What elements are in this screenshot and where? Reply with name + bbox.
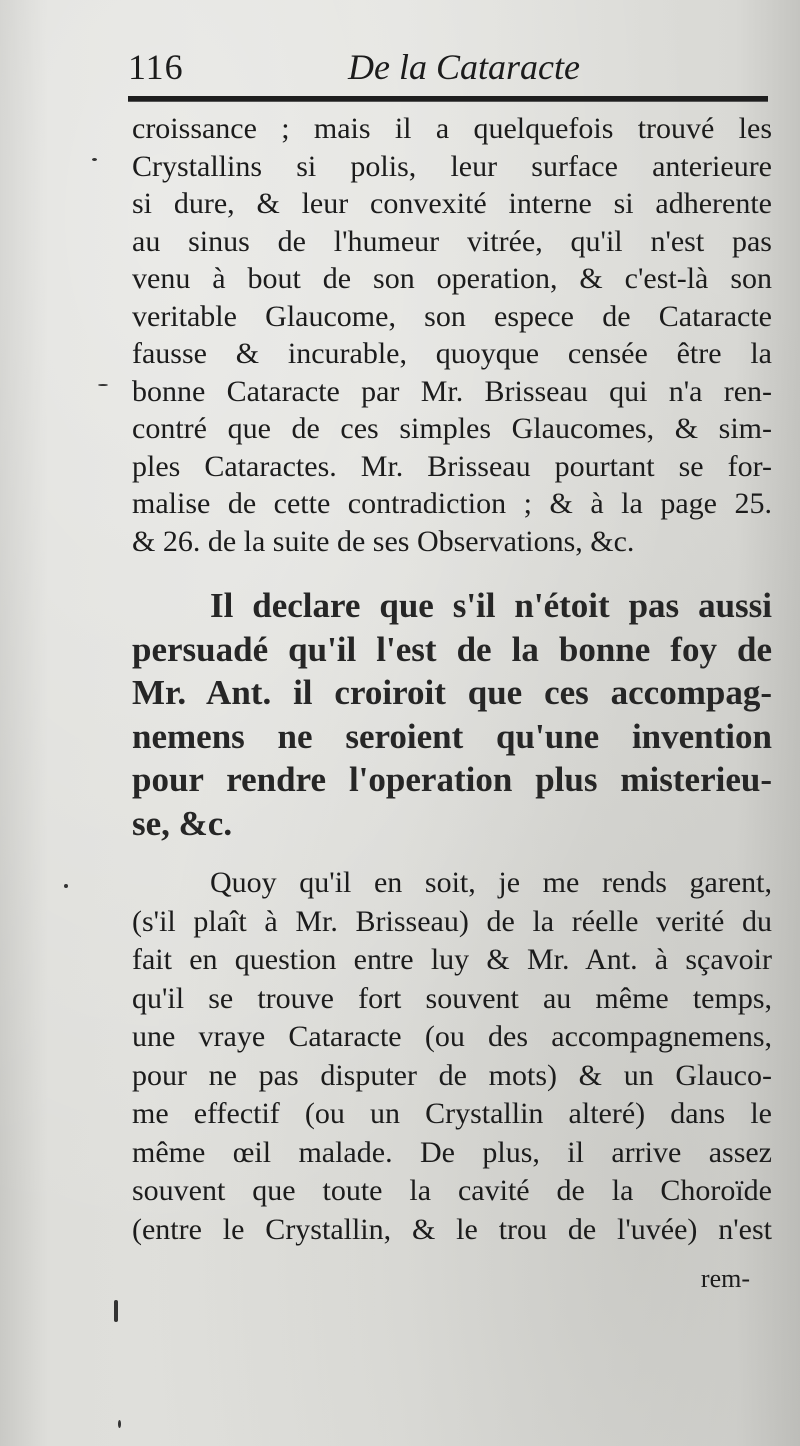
text-line: fausse & incurable, quoyque censée être la <box>132 337 772 370</box>
text-line: ples Cataractes. Mr. Brisseau pourtant se for- <box>132 449 772 483</box>
text-line: pour rendre l'operation plus misterieu- <box>132 760 772 799</box>
text-line: me effectif (ou un Crystallin alteré) dans le <box>132 1097 772 1130</box>
paragraph-2 <box>132 864 772 1249</box>
page-header <box>128 44 768 92</box>
ink-speck <box>98 384 108 386</box>
header-rule <box>128 96 768 102</box>
text-line: bonne Cataracte par Mr. Brisseau qui n'a ren- <box>132 374 772 408</box>
running-head: De la Cataracte <box>348 47 580 87</box>
text-line: Quoy qu'il en soit, je me rends garent, <box>210 866 772 899</box>
text-line: si dure, & leur convexité interne si adherente <box>132 187 772 220</box>
quoted-passage <box>132 584 772 845</box>
ink-speck <box>114 1300 118 1322</box>
paragraph-1 <box>132 110 772 560</box>
text-line: (s'il plaît à Mr. Brisseau) de la réelle verité du <box>132 904 772 938</box>
text-line: fait en question entre luy & Mr. Ant. à sçavoir <box>132 943 772 976</box>
text-line: malise de cette contradiction ; & à la page 25. <box>132 487 772 520</box>
text-line: veritable Glaucome, son espece de Cataracte <box>132 299 772 333</box>
ink-speck <box>92 158 97 161</box>
page-number: 116 <box>128 47 184 87</box>
text-line: Il declare que s'il n'étoit pas aussi <box>210 586 772 625</box>
text-line: même œil malade. De plus, il arrive assez <box>132 1135 772 1169</box>
text-line: se, &c. <box>132 803 233 843</box>
catchword: rem- <box>700 1264 750 1293</box>
text-line: contré que de ces simples Glaucomes, & sim- <box>132 412 772 445</box>
text-line: (entre le Crystallin, & le trou de l'uvée) n'est <box>132 1212 772 1246</box>
text-line: qu'il se trouve fort souvent au même temps, <box>132 981 772 1015</box>
text-line: Mr. Ant. il croiroit que ces accompag- <box>132 673 772 712</box>
text-line: pour ne pas disputer de mots) & un Glauco- <box>132 1058 772 1092</box>
text-line: Crystallins si polis, leur surface anterieure <box>132 149 772 183</box>
text-line: souvent que toute la cavité de la Choroïde <box>132 1174 772 1207</box>
text-line: nemens ne seroient qu'une invention <box>132 716 772 756</box>
text-line: une vraye Cataracte (ou des accompagnemens, <box>132 1020 772 1053</box>
ink-speck <box>64 884 68 888</box>
text-line: croissance ; mais il a quelquefois trouvé les <box>132 112 772 145</box>
ink-speck <box>118 1420 121 1428</box>
text-line: & 26. de la suite de ses Observations, &c. <box>132 524 635 558</box>
text-line: persuadé qu'il l'est de la bonne foy de <box>132 629 772 669</box>
text-line: venu à bout de son operation, & c'est-là son <box>132 262 772 295</box>
text-line: au sinus de l'humeur vitrée, qu'il n'est pas <box>132 224 772 258</box>
